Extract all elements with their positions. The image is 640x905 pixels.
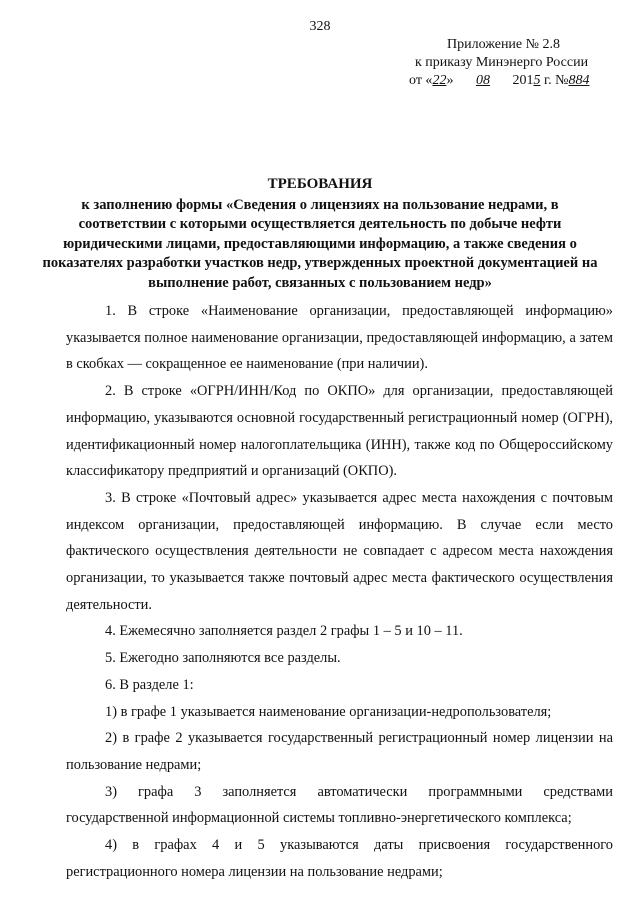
order-number: 884 [568, 73, 590, 88]
paragraph-6: 6. В разделе 1: [105, 676, 194, 693]
paragraph-6-3: 3) графа 3 заполняется автоматически программными средствами государственной информационной системы топливно-энергетического комплекса; [66, 783, 613, 827]
paragraph-4: 4. Ежемесячно заполняется раздел 2 графы 1 – 5 и 10 – 11. [105, 623, 463, 640]
appendix-number: Приложение № 2.8 [447, 37, 560, 52]
title-subtitle: к заполнению формы «Сведения о лицензиях на пользование недрами, в соответствии с которыми осуществляется деятельность по добыче нефти юридическими лицами, предоставляющими информацию, а также сведения о показателях разработки участков недр, утвержденных проектной документацией на выполнение работ, связанных с пользованием недр» [42, 196, 598, 291]
appendix-order-ref: к приказу Минэнерго России [415, 55, 589, 70]
paragraph-3: 3. В строке «Почтовый адрес» указывается адрес места нахождения с почтовым индексом организации, предоставляющей информацию. В случае если место фактического осуществления деятельности не совпадает с адресом места нахождения организации, то указывается также почтовый адрес места фактического осуществления деятельности. [66, 489, 613, 613]
appendix-date-line [409, 72, 613, 90]
date-sep3: г. № [540, 73, 569, 88]
date-year-digit: 5 [533, 73, 541, 88]
paragraph-5: 5. Ежегодно заполняются все разделы. [105, 650, 341, 667]
document-body [66, 298, 613, 885]
document-title [40, 175, 600, 293]
paragraph-1: 1. В строке «Наименование организации, предоставляющей информацию» указывается полное наименование организации, предоставляющей информацию, а затем в скобках — сокращенное ее наименование (при наличии). [66, 303, 613, 373]
date-month: 08 [475, 73, 490, 88]
paragraph-6-2: 2) в графе 2 указывается государственный регистрационный номер лицензии на пользование недрами; [66, 730, 613, 773]
date-sep2: 201 [508, 73, 534, 88]
date-prefix: от « [409, 73, 433, 88]
appendix-header [409, 36, 613, 90]
title-heading: ТРЕБОВАНИЯ [267, 176, 373, 192]
date-sep1: » [446, 73, 457, 88]
date-day: 22 [432, 73, 447, 88]
paragraph-2: 2. В строке «ОГРН/ИНН/Код по ОКПО» для организации, предоставляющей информацию, указываются основной государственный регистрационный номер (ОГРН), идентификационный номер налогоплательщика (ИНН), также код по Общероссийскому классификатору предприятий и организаций (ОКПО). [66, 383, 613, 480]
paragraph-6-4: 4) в графах 4 и 5 указываются даты присвоения государственного регистрационного номера лицензии на пользование недрами; [66, 837, 613, 880]
paragraph-6-1: 1) в графе 1 указывается наименование организации-недропользователя; [105, 703, 552, 720]
page-number: 328 [309, 19, 331, 34]
